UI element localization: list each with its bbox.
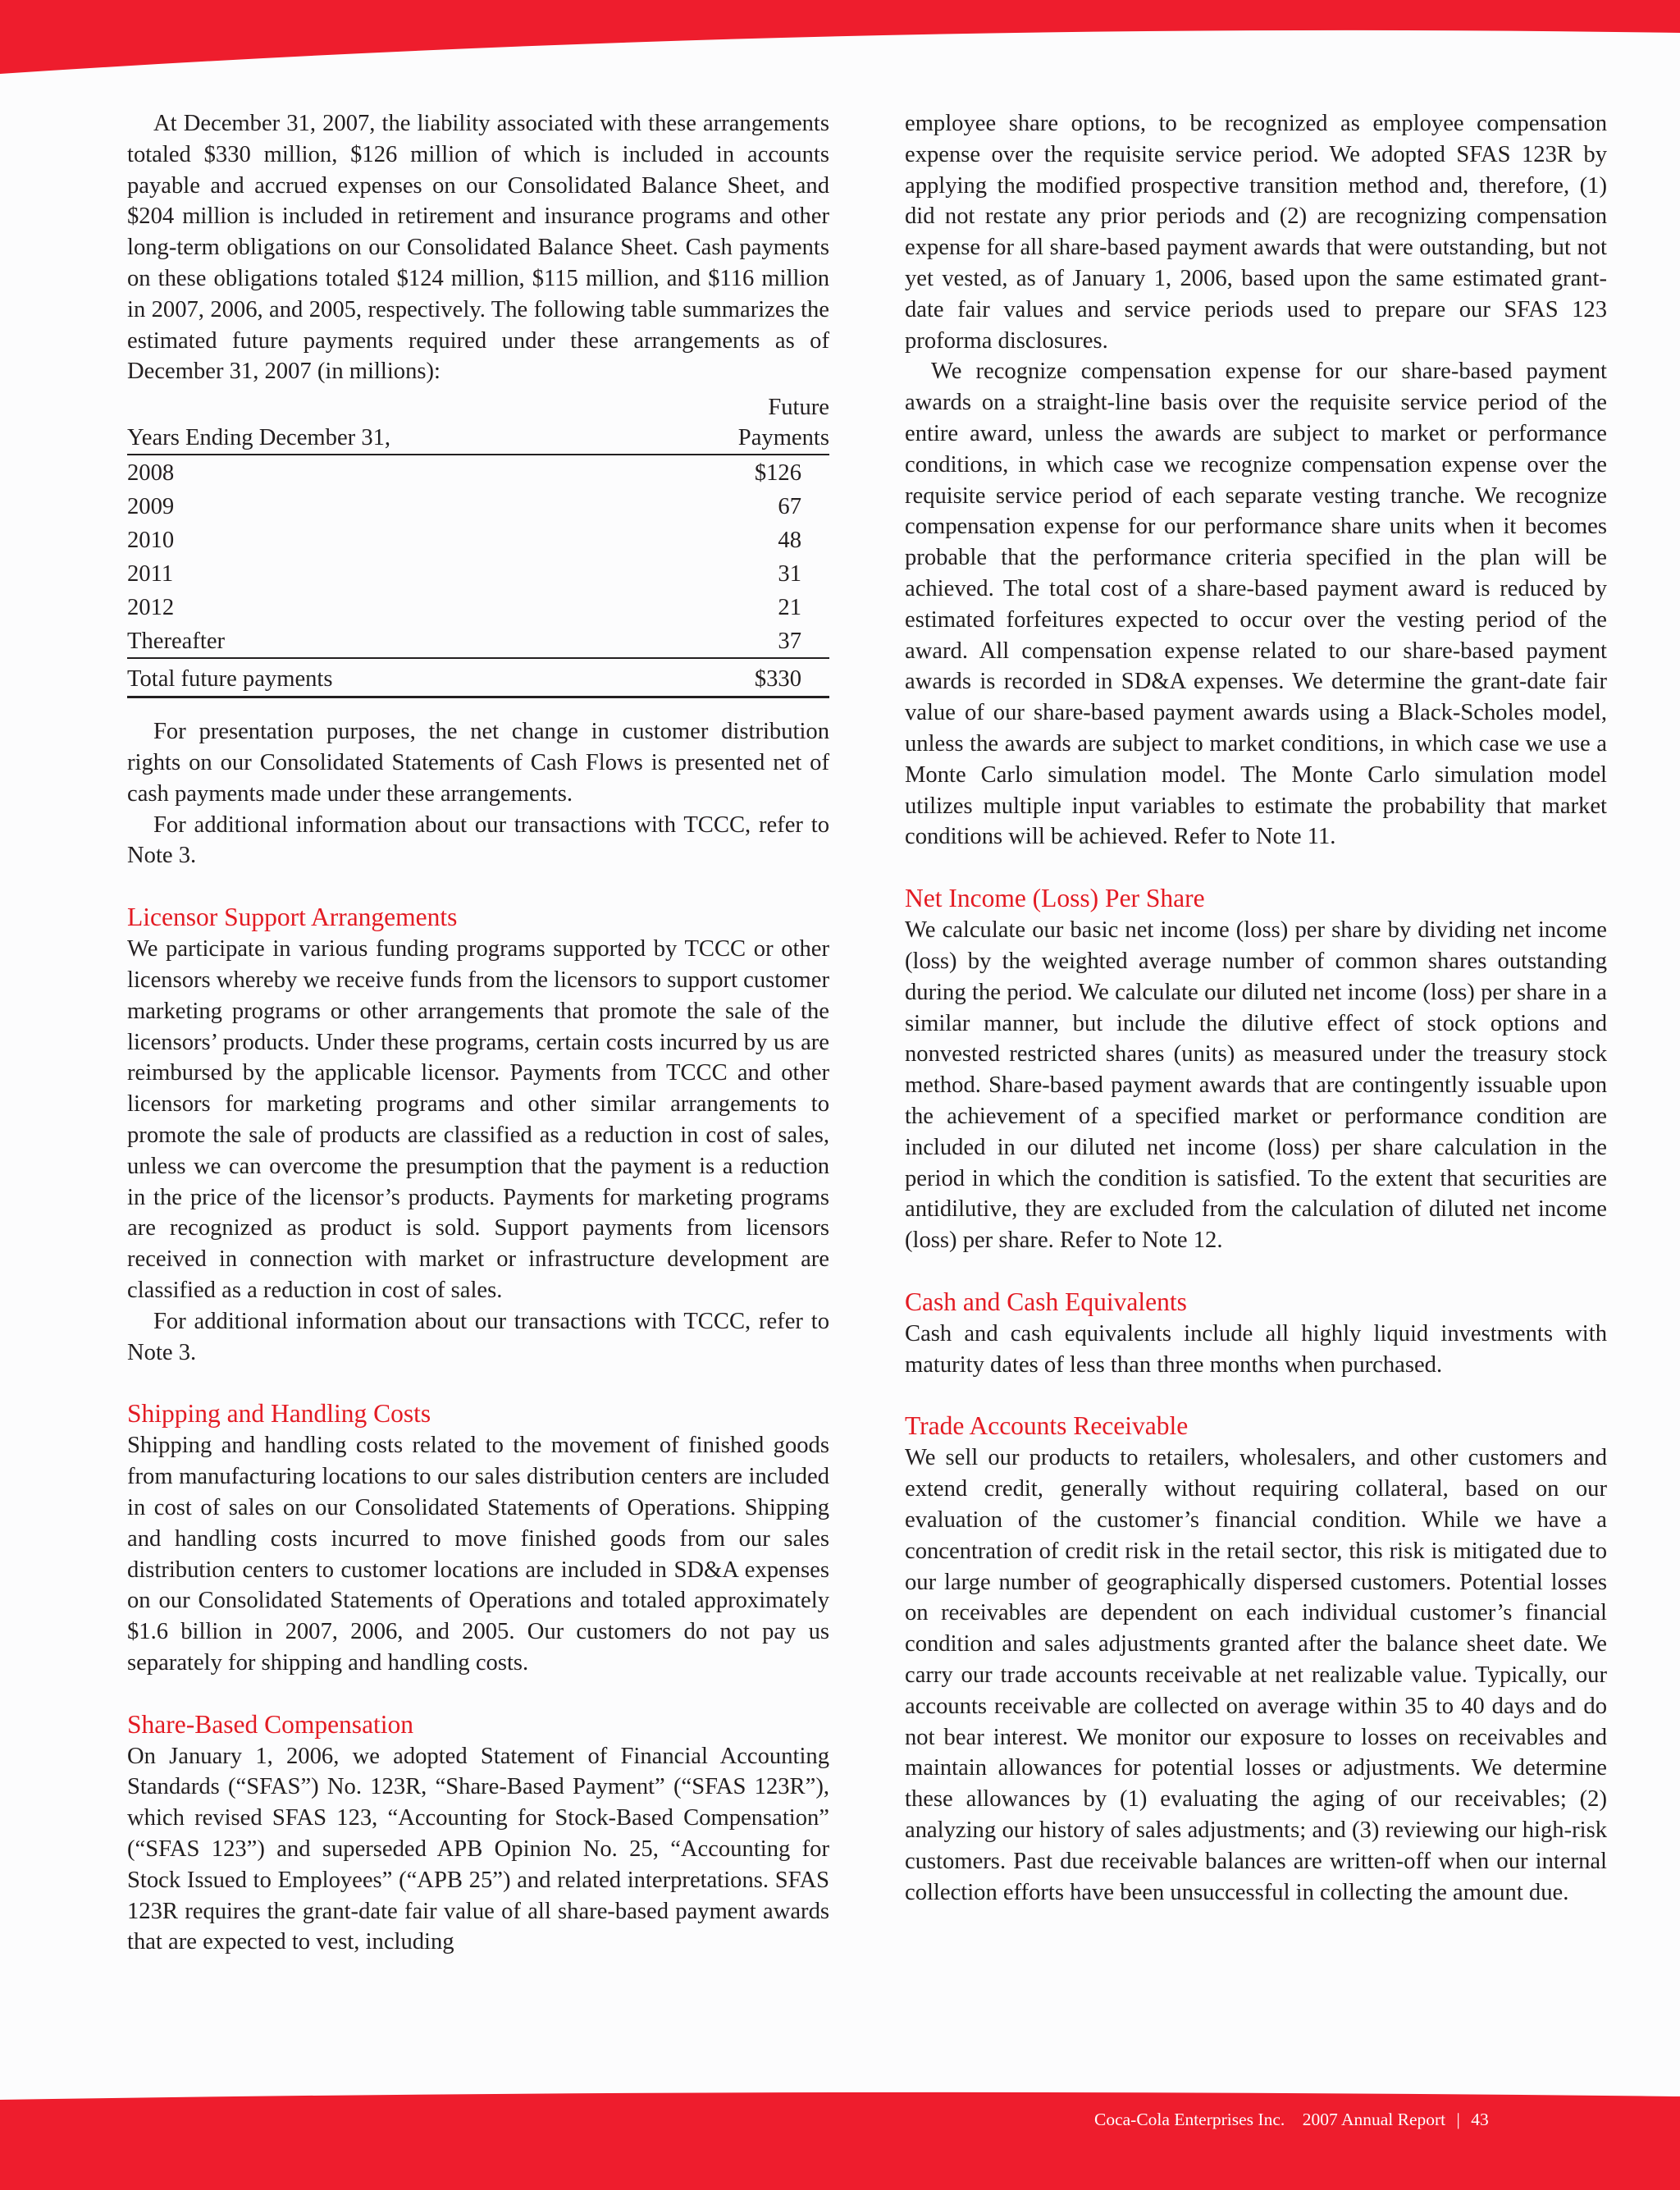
- row-year: 2009: [127, 494, 175, 520]
- row-amount: $126: [754, 460, 801, 487]
- row-year: Thereafter: [127, 629, 226, 655]
- row-year: 2010: [127, 528, 175, 554]
- footer-separator: |: [1456, 2110, 1460, 2129]
- bottom-red-band: [0, 2088, 1680, 2190]
- left-column: [127, 108, 829, 1958]
- table-row: [127, 455, 829, 489]
- years-header: Years Ending December 31,: [127, 392, 649, 455]
- row-amount: 67: [778, 494, 801, 520]
- cash-equivalents-body: Cash and cash equivalents include all highly liquid investments with maturity dates of less than three months when purchased.: [905, 1320, 1607, 1378]
- table-header-row: [127, 392, 829, 455]
- net-income-per-share-heading: Net Income (Loss) Per Share: [905, 884, 1205, 913]
- licensor-support-heading: Licensor Support Arrangements: [127, 903, 458, 932]
- total-amount: $330: [649, 658, 829, 697]
- payments-header-line2: Payments: [737, 425, 829, 451]
- footer-report: 2007 Annual Report: [1302, 2110, 1446, 2129]
- table-row: [127, 523, 829, 556]
- intro-paragraph: At December 31, 2007, the liability associated with these arrangements totaled $330 million, $126 million of which is included in accounts payable and accrued expenses on our Consolidated Balance Sheet, and $204 million is included in retirement and insurance programs and other long-term obligations on our Consolidated Balance Sheet. Cash payments on these obligations totaled $124 million, $115 million, and $116 million in 2007, 2006, and 2005, respectively. The following table summarizes the estimated future payments required under these arrangements as of December 31, 2007 (in millions):: [127, 111, 829, 385]
- row-amount: 21: [778, 595, 801, 621]
- row-year: 2012: [127, 595, 175, 621]
- footer-company: Coca-Cola Enterprises Inc.: [1094, 2110, 1285, 2129]
- table-total-row: [127, 658, 829, 697]
- share-based-paragraph-2: We recognize compensation expense for our share-based payment awards on a straight-line basis over the requisite service period of the entire award, unless the awards are subject to market or performance conditions, in which case we recognize compensation expense over the requisite service period of each separate vesting tranche. We recognize compensation expense for our performance share units when it becomes probable that the performance criteria specified in the plan will be achieved. The total cost of a share-based payment award is reduced by estimated forfeitures expected to occur over the vesting period of the award. All compensation expense related to our share-based payment awards is recorded in SD&A expenses. We determine the grant-date fair value of our share-based payment awards using a Black-Scholes model, unless the awards are subject to market conditions, in which case we use a Monte Carlo simulation model. The Monte Carlo simulation model utilizes multiple input variables to estimate the probability that market conditions will be achieved. Refer to Note 11.: [905, 359, 1607, 850]
- table-row: [127, 624, 829, 658]
- share-based-compensation-body: On January 1, 2006, we adopted Statement of Financial Accounting Standards (“SFAS”) No. 123R, “Share-Based Payment” (“SFAS 123R”), which revised SFAS 123, “Accounting for Stock-Based Compensation” (“SFAS 123”) and superseded APB Opinion No. 25, “Accounting for Stock Issued to Employees” (“APB 25”) and related interpretations. SFAS 123R requires the grant-date fair value of all share-based payment awards that are expected to vest, including: [127, 1743, 829, 1955]
- page-number: 43: [1471, 2110, 1489, 2129]
- shipping-handling-body: Shipping and handling costs related to the movement of finished goods from manufacturing locations to our sales distribution centers are included in cost of sales on our Consolidated Statements of Operations. Shipping and handling costs incurred to move finished goods from our sales distribution centers to customer locations are included in SD&A expenses on our Consolidated Statements of Operations and totaled approximately $1.6 billion in 2007, 2006, and 2005. Our customers do not pay us separately for shipping and handling costs.: [127, 1433, 829, 1676]
- table-row: [127, 590, 829, 624]
- row-amount: 31: [778, 561, 801, 588]
- row-year: 2011: [127, 561, 174, 588]
- row-year: 2008: [127, 460, 175, 487]
- table-row: [127, 489, 829, 523]
- total-label: Total future payments: [127, 658, 649, 697]
- shipping-handling-heading: Shipping and Handling Costs: [127, 1399, 431, 1429]
- share-based-continued: employee share options, to be recognized as employee compensation expense over the requisite service period. We adopted SFAS 123R by applying the modified prospective transition method and, therefore, (1) did not restate any prior periods and (2) are recognizing compensation expense for all share-based payment awards that were outstanding, but not yet vested, as of January 1, 2006, based upon the same estimated grant-date fair values and service periods used to prepare our SFAS 123 proforma disclosures.: [905, 111, 1607, 354]
- additional-info-paragraph: For additional information about our transactions with TCCC, refer to Note 3.: [127, 812, 829, 869]
- net-income-per-share-body: We calculate our basic net income (loss) per share by dividing net income (loss) by the weighted average number of common shares outstanding during the period. We calculate our diluted net income (loss) per share in a similar manner, but include the dilutive effect of stock options and nonvested restricted shares (units) as measured under the treasury stock method. Share-based payment awards that are contingently issuable upon the achievement of a specified market or performance condition are included in our diluted net income (loss) per share calculation in the period in which the condition is satisfied. To the extent that securities are antidilutive, they are excluded from the calculation of diluted net income (loss) per share. Refer to Note 12.: [905, 917, 1607, 1254]
- trade-receivables-body: We sell our products to retailers, wholesalers, and other customers and extend credit, generally without requiring collateral, based on our evaluation of the customer’s financial condition. While we have a concentration of credit risk in the retail sector, this risk is mitigated due to our large number of geographically dispersed customers. Potential losses on receivables are dependent on each individual customer’s financial condition and sales adjustments granted after the balance sheet date. We carry our trade accounts receivable at net realizable value. Typically, our accounts receivable are collected on average within 35 to 40 days and do not bear interest. We monitor our exposure to losses on receivables and maintain allowances for potential losses or adjustments. We determine these allowances by (1) evaluating the aging of our receivables; (2) analyzing our history of sales adjustments; and (3) reviewing our high-risk customers. Past due receivable balances are written-off when our internal collection efforts have been unsuccessful in collecting the amount due.: [905, 1445, 1607, 1905]
- share-based-compensation-heading: Share-Based Compensation: [127, 1709, 414, 1739]
- payments-header: [649, 392, 829, 455]
- table-row: [127, 556, 829, 590]
- row-amount: 37: [778, 629, 801, 655]
- row-amount: 48: [778, 528, 801, 554]
- payments-header-line1: Future: [768, 395, 829, 421]
- cash-equivalents-heading: Cash and Cash Equivalents: [905, 1287, 1187, 1316]
- right-column: [905, 108, 1607, 1908]
- licensor-support-body: We participate in various funding programs supported by TCCC or other licensors whereby we receive funds from the licensors to support customer marketing programs or other arrangements that promote the sale of the licensors’ products. Under these programs, certain costs incurred by us are reimbursed by the applicable licensor. Payments from TCCC and other licensors for marketing programs and other similar arrangements to promote the sale of products are classified as a reduction in cost of sales, unless we can overcome the presumption that the payment is a reduction in the price of the licensor’s products. Payments for marketing programs are recognized as product is sold. Support payments from licensors received in connection with market or infrastructure development are classified as a reduction in cost of sales.: [127, 936, 829, 1303]
- page-footer: [1094, 2108, 1554, 2131]
- future-payments-table: [127, 392, 829, 698]
- top-red-band: [0, 0, 1680, 78]
- licensor-additional-paragraph: For additional information about our transactions with TCCC, refer to Note 3.: [127, 1308, 829, 1365]
- trade-receivables-heading: Trade Accounts Receivable: [905, 1411, 1189, 1441]
- presentation-paragraph: For presentation purposes, the net change in customer distribution rights on our Consolidated Statements of Cash Flows is presented net of cash payments made under these arrangements.: [127, 719, 829, 807]
